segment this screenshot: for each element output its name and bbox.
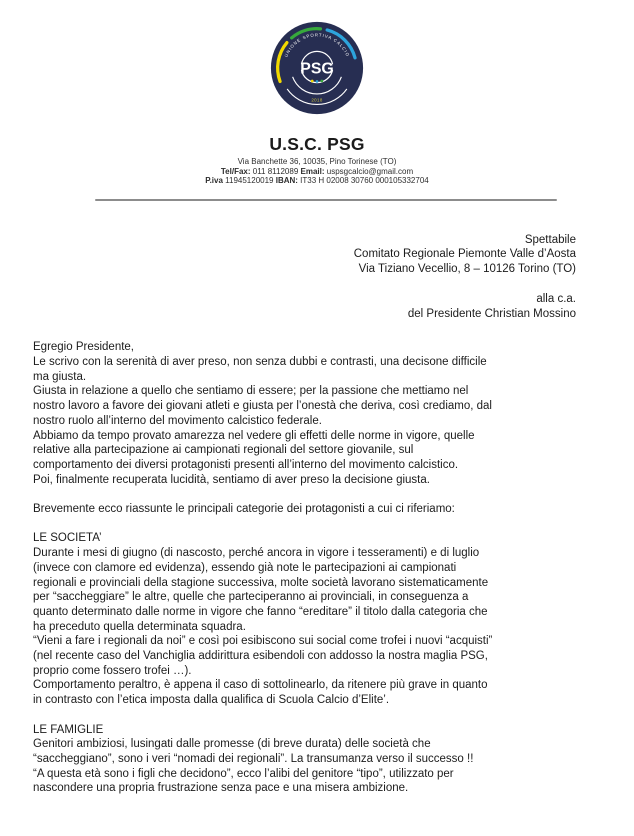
email-label: Email: [300,166,325,176]
text-line: comportamento dei diversi protagonisti presenti all’interno del movimento calcistico. [33,458,459,471]
club-logo [0,0,634,121]
header-divider-line [95,199,557,201]
text-line [33,487,606,502]
text-line: relative alla partecipazione ai campionati regionali del settore giovanile, sul [33,444,414,457]
logo-monogram: PSG [300,60,334,78]
text-line: alla c.a. [536,292,576,305]
club-contact-block [0,157,634,186]
text-line: Comportamento peraltro, è appena il caso di sottolinearlo, da ritenere più grave in quanto [33,679,488,692]
text-line: Giusta in relazione a quello che sentiamo di essere; per la passione che mettiamo nel [33,385,469,398]
text-line: LE FAMIGLIE [33,723,104,736]
recipient-block [0,233,634,277]
text-line: Poi, finalmente recuperata lucidità, sentiamo di aver preso la decisione giusta. [33,473,430,486]
telfax-value: 011 8112089 [250,166,301,176]
letter-body [33,340,606,796]
club-telfax-email [0,167,634,177]
text-line: Genitori ambiziosi, lusingati dalle promesse (di breve durata) delle società che [33,738,431,751]
text-line: “Vieni a fare i regionali da noi” e così poi esibiscono sui social come trofei i nuovi “acquisti” [33,635,493,648]
text-line: Durante i mesi di giugno (di nascosto, perché ancora in vigore i tesseramenti) e di luglio [33,547,480,560]
club-address: Via Banchette 36, 10035, Pino Torinese (TO) [237,157,397,166]
text-line: LE SOCIETA’ [33,532,102,545]
club-name: U.S.C. PSG [269,134,365,154]
text-line: “saccheggiano”, sono i veri “nomadi dei regionali”. La transumanza verso il successo !! [33,752,474,765]
attention-block [0,292,634,321]
text-line: Brevemente ecco riassunte le principali categorie dei protagonisti a cui ci riferiamo: [33,503,455,516]
telfax-label: Tel/Fax: [220,166,251,176]
text-line: ha preceduto quella determinata squadra. [33,620,246,633]
iban-label: IBAN: [275,176,298,186]
text-line: per “saccheggiare” le altre, quelle che parteciperanno ai provinciali, in conseguenza a [33,591,469,604]
text-line: regionali e provinciali della stagione successiva, molte società lavorano sistematicamente [33,576,489,589]
text-line: (invece con clamore ed evidenza), essendo già note le partecipazioni ai campionati [33,561,457,574]
logo-green-dot [320,80,323,83]
text-line: ma giusta. [33,370,87,383]
iban-value: IT33 H 02008 30760 000105332704 [297,176,429,186]
logo-yellow-dot [311,80,314,83]
email-value: uspsgcalcio@gmail.com [324,166,414,176]
text-line [33,708,606,723]
piva-label: P.iva [205,176,223,186]
text-line: Comitato Regionale Piemonte Valle d’Aosta [353,248,576,261]
text-line: nostro lavoro a favore dei giovani atleti e giusta per l’onestà che deriva, così crediamo, dal [33,400,492,413]
text-line: quanto determinato dalle norme in vigore che fanno “ereditare” il titolo dalla categoria che [33,605,488,618]
text-line: Abbiamo da tempo provato amarezza nel vedere gli effetti delle norme in vigore, quelle [33,429,475,442]
club-logo-badge [269,20,365,116]
text-line: nostro ruolo all’interno del movimento calcistico federale. [33,414,322,427]
logo-arc-text: UNIONE SPORTIVA CALCIO [283,32,351,58]
text-line: Egregio Presidente, [33,341,135,354]
text-line: Spettabile [524,233,576,246]
logo-blue-dot [316,80,319,83]
text-line: proprio come fossero trofei …). [33,664,192,677]
text-line: in contrasto con l’etica imposta dalla qualifica di Scuola Calcio d’Elite’. [33,694,390,707]
club-piva-iban [0,176,634,186]
text-line: (nel recente caso del Vanchiglia addirittura esibendoli con addosso la nostra maglia PSG, [33,650,488,663]
text-line [33,517,606,532]
text-line: nascondere una propria frustrazione senza pace e una misera ambizione. [33,782,409,795]
text-line: “A questa età sono i figli che decidono”, ecco l’alibi del genitore “tipo”, utilizzato per [33,767,454,780]
piva-value: 11945120019 [222,176,276,186]
logo-year: 2018 [311,97,323,103]
text-line: del Presidente Christian Mossino [407,307,576,320]
text-line: Le scrivo con la serenità di aver preso, non senza dubbi e contrasti, una decisone difficile [33,356,487,368]
text-line: Via Tiziano Vecellio, 8 – 10126 Torino (TO) [358,263,576,276]
